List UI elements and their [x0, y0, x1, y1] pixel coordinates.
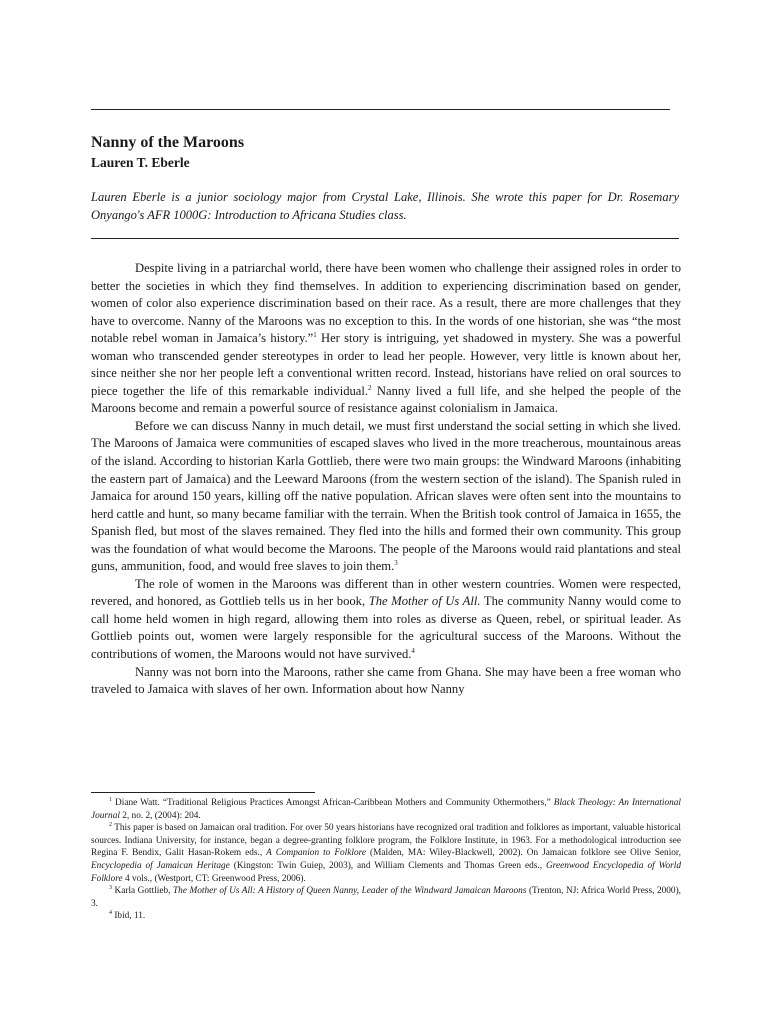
article-title: Nanny of the Maroons: [91, 134, 245, 151]
footnote-4: [91, 910, 681, 923]
paragraph-2: [91, 418, 681, 576]
book-title: A Companion to Folklore: [266, 848, 367, 859]
book-title: Encyclopedia of Jamaican Heritage: [91, 860, 230, 871]
book-title: The Mother of Us All.: [368, 594, 481, 609]
text-run: The role of women in the Maroons was different than in other western countries. Women were respected, revered, and honored, as Gottlieb tells us in her book,: [91, 576, 681, 609]
top-rule: [91, 109, 670, 110]
footnotes: [91, 797, 681, 923]
book-title: Greenwood Encyclopedia of World Folklore: [91, 860, 681, 884]
book-title: The Mother of Us All: A History of Queen Nanny, Leader of the Windward Jamaican Maroons: [173, 886, 527, 897]
text-run: Her story is intriguing, yet shadowed in mystery. She was a powerful woman who transcended gender stereotypes in order to lead her people. However, very little is known about her, since neither she nor her people left a conventional written record. Instead, historians have relied on oral sources to piece together the life of this remarkable individual.: [91, 331, 681, 398]
text-run: Nanny lived a full life, and she helped the people of the Maroons become and remain a powerful source of resistance against colonialism in Jamaica.: [91, 383, 681, 416]
journal-title: Black Theology: An International Journal: [91, 798, 682, 821]
header-rule: [91, 238, 679, 239]
text-run: Nanny was not born into the Maroons, rather she came from Ghana. She may have been a free woman who traveled to Jamaica with slaves of her own. Information about how Nanny: [91, 664, 681, 697]
footnote-number: 2: [109, 822, 112, 829]
text-run: (Malden, MA: Wiley-Blackwell, 2002). On Jamaican folklore see Olive Senior,: [366, 848, 681, 859]
footnote-3: [91, 885, 681, 910]
text-run: (Trenton, NJ: Africa World Press, 2000), 3.: [91, 886, 681, 909]
footnote-number: 3: [109, 885, 112, 892]
footnote-1: [91, 797, 681, 822]
text-run: 2, no. 2, (2004): 204.: [119, 810, 201, 821]
footnote-ref-2: 2: [368, 383, 372, 392]
footnote-2: [91, 822, 681, 885]
text-run: Despite living in a patriarchal world, there have been women who challenge their assigned roles in order to better the societies in which they find themselves. In addition to experiencing discrimination based on gender, women of color also experience discrimination based on their race. As a result, there are more challenges that they have to overcome. Nanny of the Maroons was no exception to this. In the words of one historian, she was “the most notable rebel woman in Jamaica’s history.”: [91, 261, 681, 346]
text-run: 4 vols., (Westport, CT: Greenwood Press, 2006).: [122, 873, 306, 884]
paragraph-4: [91, 664, 681, 699]
footnote-number: 1: [109, 796, 112, 803]
text-run: Before we can discuss Nanny in much detail, we must first understand the social setting in which she lived. The Maroons of Jamaica were communities of escaped slaves who lived in the more treacherous, mountainous areas of the island. According to historian Karla Gottlieb, there were two main groups: the Windward Maroons (inhabiting the eastern part of Jamaica) and the Leeward Maroons (from the western section of the island). The Spanish ruled in Jamaica for around 150 years, killing off the native population. African slaves were often sent into the mountains to herd cattle and hunt, so many became familiar with the terrain. When the British took control of Jamaica in 1655, the Spanish fled, but most of the slaves remained. They fled into the hills and formed their own community. This group was the foundation of what would become the Maroons. The people of the Maroons would raid plantations and steal guns, ammunition, food, and would free slaves to join them.: [91, 418, 681, 574]
paragraph-3: [91, 576, 681, 664]
text-run: The community Nanny would come to call home held women in high regard, allowing them into roles as diverse as Queen, rebel, or spiritual leader. As Gottlieb points out, women were largely responsible for the agricultural success of the Maroons. Without the contributions of women, the Maroons would not have survived.: [91, 594, 681, 662]
text-run: Ibid, 11.: [112, 911, 146, 922]
footnote-ref-1: 1: [313, 331, 317, 339]
footnote-separator: [91, 792, 315, 793]
article-author: Lauren T. Eberle: [91, 155, 190, 170]
footnote-ref-4: 4: [411, 646, 415, 655]
text-run: This paper is based on Jamaican oral tradition. For over 50 years historians have recognized oral tradition and folklores as important, valuable historical sources. Indiana University, for instance, began a degree-granting folklore program, the Folklore Institute, in 1963. For a methodological introduction see Regina F. Bendix, Galit Hasan-Rokem eds.,: [91, 823, 681, 859]
author-bio: Lauren Eberle is a junior sociology major from Crystal Lake, Illinois. She wrote this paper for Dr. Rosemary Onyango's AFR 1000G: Introduction to Africana Studies class.: [91, 190, 679, 222]
paragraph-1: [91, 260, 681, 418]
text-run: (Kingston: Twin Guiep, 2003), and William Clements and Thomas Green eds.,: [229, 860, 546, 871]
footnote-number: 4: [109, 910, 112, 917]
text-run: Diane Watt. “Traditional Religious Practices Amongst African-Caribbean Mothers and Community Othermothers,”: [112, 798, 554, 808]
text-run: Karla Gottlieb,: [112, 886, 173, 897]
article-body: [91, 260, 681, 699]
footnote-ref-3: 3: [394, 559, 398, 568]
